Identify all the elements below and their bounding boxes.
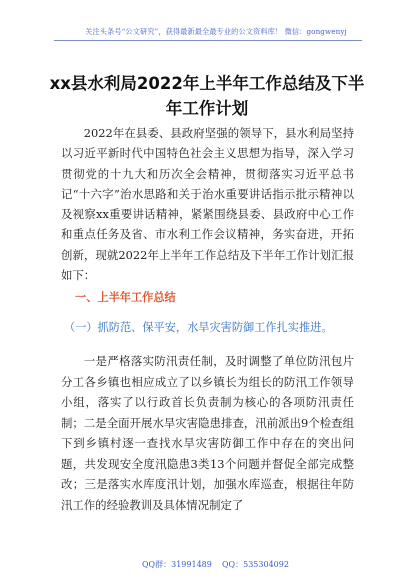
header-divider [54, 40, 362, 41]
header-banner: 关注头条号“公文研究”，获得最新最全最专业的公文资料库！ 微信：gongwenyj [85, 27, 347, 36]
footer-qq-number: QQ：535304092 [222, 560, 289, 569]
document-title: xx县水利局2022年上半年工作总结及下半年工作计划 [49, 74, 365, 118]
footer-qq-group: QQ群：31991489 [142, 560, 212, 569]
subsection-heading: （一）抓防范、保平安，水旱灾害防御工作扎实推进。 [64, 321, 333, 334]
intro-paragraph: 2022年在县委、县政府坚强的领导下，县水利局坚持以习近平新时代中国特色社会主义思想为指导，深入学习贯彻党的十九大和历次全会精神，贯彻落实习近平总书记“十六字”治水思路和关于治水重要讲话指示批示精神以及视察xx重要讲话精神，紧紧围绕县委、县政府中心工作和重点任务及省、市水利工作会议精神，务实奋进，开拓创新，现就2022年上半年工作总结及下半年工作计划汇报如下： [61, 126, 354, 283]
body-paragraph: 一是严格落实防汛责任制，及时调整了单位防汛包片分工各乡镇也相应成立了以乡镇长为组长的防汛工作领导小组，落实了以行政首长负责制为核心的各项防汛责任制；二是全面开展水旱灾害隐患排查，汛前派出9个检查组下到乡镇村逐一查找水旱灾害防御工作中存在的突出问题，共发现安全度汛隐患3类13个问题并督促全部完成整改；三是落实水库度汛计划，加强水库巡查，根据往年防汛工作的经验教训及具体情况制定了 [61, 354, 354, 512]
section-heading: 一、上半年工作总结 [75, 291, 176, 304]
